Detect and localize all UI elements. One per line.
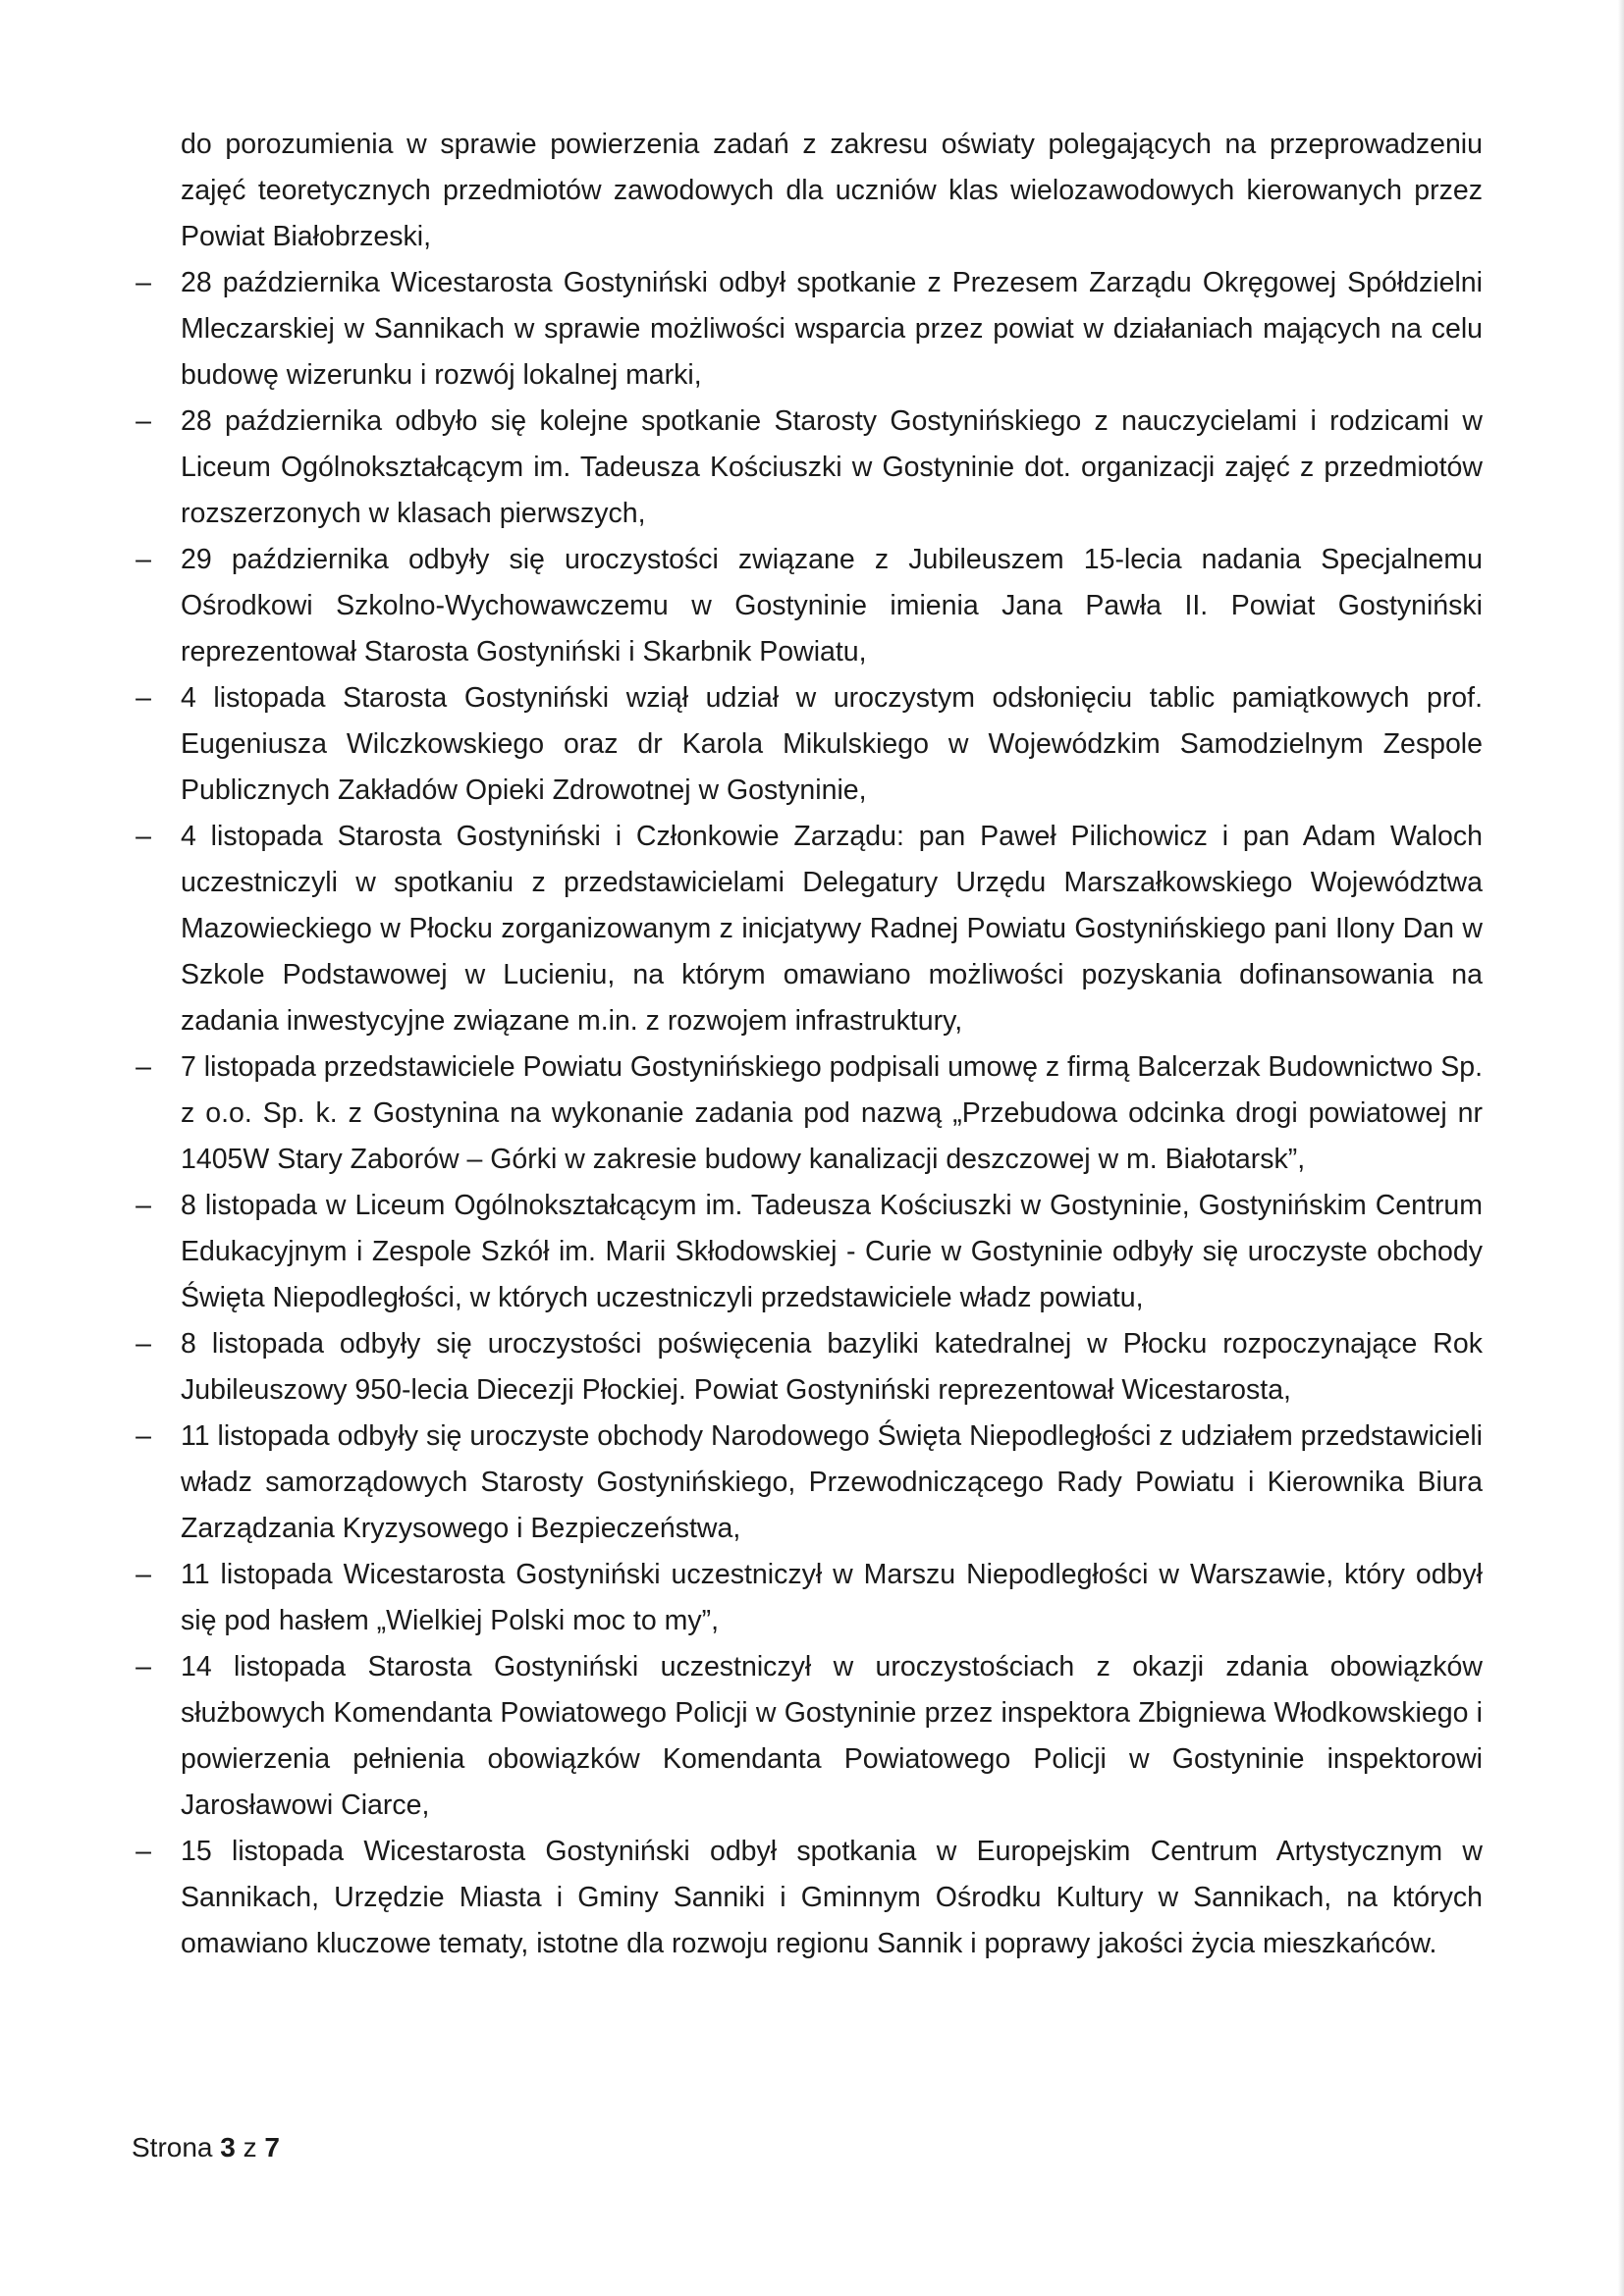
bullet-dash: – bbox=[135, 544, 151, 575]
bullet-dash: – bbox=[135, 821, 151, 852]
bullet-dash: – bbox=[135, 267, 151, 298]
list-item bbox=[135, 1183, 1483, 1321]
list-item-text: 14 listopada Starosta Gostyniński uczestniczył w uroczystościach z okazji zdania obowiązków służbowych Komendanta Powiatowego Policji w Gostyninie przez inspektora Zbigniewa Włodkowskiego i powierzenia pełnienia obowiązków Komendanta Powiatowego Policji w Gostyninie inspektorowi Jarosławowi Ciarce, bbox=[181, 1651, 1483, 1821]
list-item bbox=[135, 1644, 1483, 1829]
bullet-dash: – bbox=[135, 1651, 151, 1682]
list-item-text: 11 listopada Wicestarosta Gostyniński uczestniczył w Marszu Niepodległości w Warszawie, który odbył się pod hasłem „Wielkiej Polski moc to my”, bbox=[181, 1559, 1483, 1636]
bullet-dash: – bbox=[135, 682, 151, 714]
list-item-text: 15 listopada Wicestarosta Gostyniński odbył spotkania w Europejskim Centrum Artystycznym w Sannikach, Urzędzie Miasta i Gminy Sanniki i Gminnym Ośrodku Kultury w Sannikach, na których omawiano kluczowe tematy, istotne dla rozwoju regionu Sannik i poprawy jakości życia mieszkańców. bbox=[181, 1836, 1483, 1959]
list-item-text: 8 listopada w Liceum Ogólnokształcącym im. Tadeusza Kościuszki w Gostyninie, Gostynińskim Centrum Edukacyjnym i Zespole Szkół im. Marii Skłodowskiej - Curie w Gostyninie odbyły się uroczyste obchody Święta Niepodległości, w których uczestniczyli przedstawiciele władz powiatu, bbox=[181, 1190, 1483, 1313]
bullet-dash: – bbox=[135, 1836, 151, 1867]
bullet-dash: – bbox=[135, 405, 151, 437]
event-list bbox=[135, 260, 1483, 1967]
list-item bbox=[135, 260, 1483, 399]
list-item bbox=[135, 1321, 1483, 1414]
page-total: 7 bbox=[264, 2132, 280, 2163]
bullet-dash: – bbox=[135, 1420, 151, 1452]
page-footer bbox=[132, 2131, 280, 2164]
page-label: Strona bbox=[132, 2132, 213, 2163]
list-item-text: 11 listopada odbyły się uroczyste obchody Narodowego Święta Niepodległości z udziałem przedstawicieli władz samorządowych Starosty Gostynińskiego, Przewodniczącego Rady Powiatu i Kierownika Biura Zarządzania Kryzysowego i Bezpieczeństwa, bbox=[181, 1420, 1483, 1544]
list-item-text: 8 listopada odbyły się uroczystości poświęcenia bazyliki katedralnej w Płocku rozpoczynające Rok Jubileuszowy 950-lecia Diecezji Płockiej. Powiat Gostyniński reprezentował Wicestarosta, bbox=[181, 1328, 1483, 1406]
list-item bbox=[135, 1044, 1483, 1183]
list-item bbox=[135, 1829, 1483, 1967]
bullet-dash: – bbox=[135, 1559, 151, 1590]
bullet-dash: – bbox=[135, 1051, 151, 1083]
list-item bbox=[135, 399, 1483, 537]
list-item bbox=[135, 1552, 1483, 1644]
list-item bbox=[135, 537, 1483, 675]
list-item-text: 28 października Wicestarosta Gostyniński odbył spotkanie z Prezesem Zarządu Okręgowej Spółdzielni Mleczarskiej w Sannikach w sprawie możliwości wsparcia przez powiat w działaniach mających na celu budowę wizerunku i rozwój lokalnej marki, bbox=[181, 267, 1483, 391]
bullet-dash: – bbox=[135, 1190, 151, 1221]
page-separator: z bbox=[243, 2132, 257, 2163]
page-current: 3 bbox=[220, 2132, 236, 2163]
bullet-dash: – bbox=[135, 1328, 151, 1360]
list-item bbox=[135, 814, 1483, 1044]
intro-paragraph: do porozumienia w sprawie powierzenia zadań z zakresu oświaty polegających na przeprowadzeniu zajęć teoretycznych przedmiotów zawodowych dla uczniów klas wielozawodowych kierowanych przez Powiat Białobrzeski, bbox=[181, 129, 1483, 252]
list-item bbox=[135, 675, 1483, 814]
list-item-text: 7 listopada przedstawiciele Powiatu Gostynińskiego podpisali umowę z firmą Balcerzak Budownictwo Sp. z o.o. Sp. k. z Gostynina na wykonanie zadania pod nazwą „Przebudowa odcinka drogi powiatowej nr 1405W Stary Zaborów – Górki w zakresie budowy kanalizacji deszczowej w m. Białotarsk”, bbox=[181, 1051, 1483, 1175]
list-item-text: 4 listopada Starosta Gostyniński i Członkowie Zarządu: pan Paweł Pilichowicz i pan Adam Waloch uczestniczyli w spotkaniu z przedstawicielami Delegatury Urzędu Marszałkowskiego Województwa Mazowieckiego w Płocku zorganizowanym z inicjatywy Radnej Powiatu Gostynińskiego pani Ilony Dan w Szkole Podstawowej w Lucieniu, na którym omawiano możliwości pozyskania dofinansowania na zadania inwestycyjne związane m.in. z rozwojem infrastruktury, bbox=[181, 821, 1483, 1037]
scan-edge-shadow bbox=[1618, 0, 1624, 2296]
list-item-text: 4 listopada Starosta Gostyniński wziął udział w uroczystym odsłonięciu tablic pamiątkowych prof. Eugeniusza Wilczkowskiego oraz dr Karola Mikulskiego w Wojewódzkim Samodzielnym Zespole Publicznych Zakładów Opieki Zdrowotnej w Gostyninie, bbox=[181, 682, 1483, 806]
list-item bbox=[135, 1414, 1483, 1552]
list-item-text: 29 października odbyły się uroczystości związane z Jubileuszem 15-lecia nadania Specjalnemu Ośrodkowi Szkolno-Wychowawczemu w Gostyninie imienia Jana Pawła II. Powiat Gostyniński reprezentował Starosta Gostyniński i Skarbnik Powiatu, bbox=[181, 544, 1483, 667]
list-item-text: 28 października odbyło się kolejne spotkanie Starosty Gostynińskiego z nauczycielami i rodzicami w Liceum Ogólnokształcącym im. Tadeusza Kościuszki w Gostyninie dot. organizacji zajęć z przedmiotów rozszerzonych w klasach pierwszych, bbox=[181, 405, 1483, 529]
